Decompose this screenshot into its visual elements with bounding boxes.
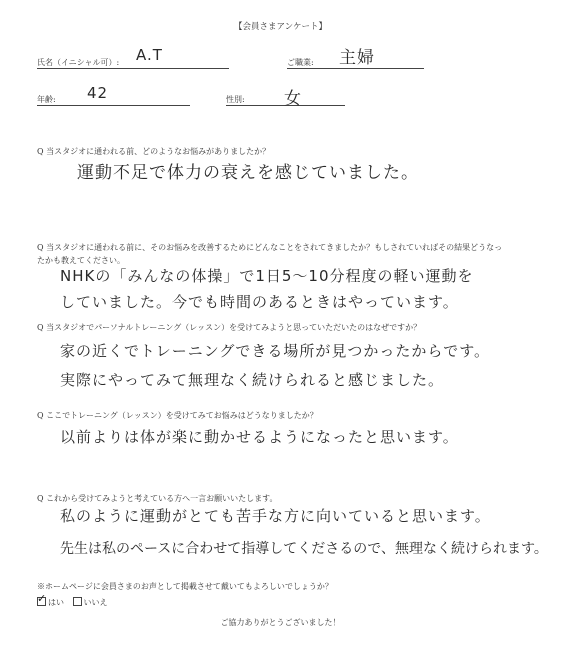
consent-yes-checkbox[interactable] (37, 592, 47, 606)
name-underline (37, 68, 229, 69)
question-2: Q 当スタジオに通われる前に、そのお悩みを改善するためにどんなことをされてきましたか？もしされていればその結果どうなっ (37, 243, 503, 252)
answer-2-line-2: していました。今でも時間のあるときはやっています。 (60, 293, 459, 311)
question-1: Q 当スタジオに通われる前、どのようなお悩みがありましたか？ (37, 147, 271, 156)
answer-4-line-1: 以前よりは体が楽に動かせるようになったと思います。 (60, 428, 459, 446)
consent-no-option[interactable] (73, 598, 108, 607)
gender-label: 性別: (226, 95, 245, 104)
age-value: 42 (87, 84, 109, 102)
name-value: A.T (136, 46, 163, 64)
answer-3-line-1: 家の近くでトレーニングできる場所が見つかったからです。 (60, 342, 491, 360)
answer-1-line-1: 運動不足で体力の衰えを感じていました。 (77, 163, 419, 183)
occupation-value: 主婦 (339, 48, 375, 68)
answer-2-line-1: NHKの「みんなの体操」で1日5〜10分程度の軽い運動を (60, 267, 474, 285)
name-label: 氏名（イニシャル可）: (37, 58, 120, 67)
consent-yes-label: はい (48, 598, 64, 607)
question-2-cont: たかも教えてください。 (37, 256, 125, 265)
question-4: Q ここでトレーニング（レッスン）を受けてみてお悩みはどうなりましたか？ (37, 411, 318, 420)
consent-question: ※ホームページに会員さまのお声として掲載させて戴いてもよろしいでしょうか？ (37, 582, 333, 591)
age-underline (37, 105, 190, 106)
consent-yes-option[interactable] (37, 592, 67, 607)
answer-3-line-2: 実際にやってみて無理なく続けられると感じました。 (60, 371, 445, 389)
occupation-label: ご職業: (287, 58, 314, 67)
age-label: 年齢: (37, 95, 56, 104)
question-3: Q 当スタジオでパーソナルトレーニング（レッスン）を受けてみようと思っていただいたのはなぜですか？ (37, 323, 422, 332)
question-5: Q これから受けてみようと考えている方へ一言お願いいたします。 (37, 494, 278, 503)
checkmark-icon: ✓ (37, 592, 47, 605)
consent-options (37, 592, 108, 608)
answer-5-line-2: 先生は私のペースに合わせて指導してくださるので、無理なく続けられます。 (60, 541, 548, 557)
gender-value: 女 (284, 89, 302, 109)
answer-5-line-1: 私のように運動がとても苦手な方に向いていると思います。 (60, 507, 491, 525)
consent-no-label: いいえ (83, 598, 108, 607)
occupation-underline (287, 68, 424, 69)
closing-message: ご協力ありがとうございました！ (220, 618, 341, 627)
survey-title: 【会員さまアンケート】 (234, 22, 327, 32)
consent-no-checkbox[interactable] (73, 597, 82, 606)
